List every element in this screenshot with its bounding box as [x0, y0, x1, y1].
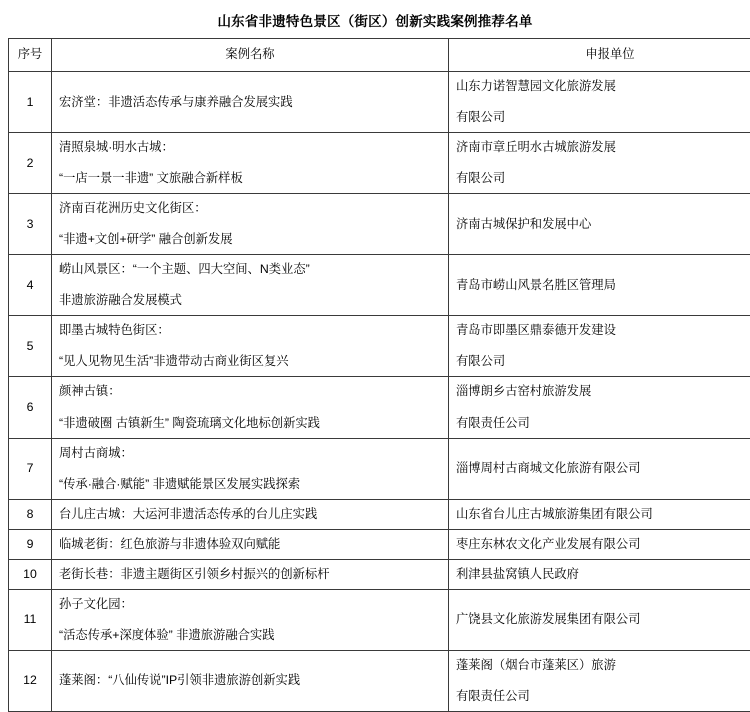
cell-case-name [52, 72, 449, 133]
case-name-line: 清照泉城·明水古城： [59, 138, 441, 157]
case-name-line: 临城老街：红色旅游与非遗体验双向赋能 [59, 535, 441, 554]
declaring-unit-line: 淄博周村古商城文化旅游有限公司 [456, 459, 750, 478]
case-name-lines [59, 595, 441, 645]
table-row [9, 377, 750, 438]
case-name-line: 非遗旅游融合发展模式 [59, 291, 441, 310]
cell-declaring-unit [449, 377, 750, 438]
cell-no: 4 [9, 255, 52, 316]
case-name-lines [59, 138, 441, 188]
cell-no: 1 [9, 72, 52, 133]
cell-declaring-unit [449, 650, 750, 711]
declaring-unit-line: 利津县盐窝镇人民政府 [456, 565, 750, 584]
case-name-line: 崂山风景区：“一个主题、四大空间、N类业态” [59, 260, 441, 279]
case-name-line: 即墨古城特色街区： [59, 321, 441, 340]
cell-no: 11 [9, 589, 52, 650]
declaring-unit-line: 青岛市即墨区鼎泰德开发建设 [456, 321, 750, 340]
declaring-unit-lines [456, 321, 750, 371]
table-row [9, 589, 750, 650]
cell-no: 5 [9, 316, 52, 377]
declaring-unit-line: 枣庄东林农文化产业发展有限公司 [456, 535, 750, 554]
cell-case-name [52, 499, 449, 529]
cell-case-name [52, 650, 449, 711]
declaring-unit-lines [456, 505, 750, 524]
table-row [9, 255, 750, 316]
cell-case-name [52, 559, 449, 589]
declaring-unit-lines [456, 535, 750, 554]
table-row [9, 316, 750, 377]
cell-declaring-unit [449, 255, 750, 316]
table-body [9, 72, 750, 712]
case-name-line: “活态传承+深度体验” 非遗旅游融合实践 [59, 626, 441, 645]
case-name-line: “传承·融合·赋能” 非遗赋能景区发展实践探索 [59, 475, 441, 494]
declaring-unit-lines [456, 656, 750, 706]
case-name-lines [59, 535, 441, 554]
column-header-name: 案例名称 [52, 39, 449, 72]
cell-declaring-unit [449, 133, 750, 194]
declaring-unit-line: 济南市章丘明水古城旅游发展 [456, 138, 750, 157]
declaring-unit-lines [456, 382, 750, 432]
declaring-unit-lines [456, 215, 750, 234]
cell-case-name [52, 194, 449, 255]
declaring-unit-lines [456, 610, 750, 629]
case-name-line: “一店一景一非遗” 文旅融合新样板 [59, 169, 441, 188]
table-header-row [9, 39, 750, 72]
case-name-line: 老街长巷：非遗主题街区引领乡村振兴的创新标杆 [59, 565, 441, 584]
cell-case-name [52, 133, 449, 194]
declaring-unit-line: 有限责任公司 [456, 414, 750, 433]
case-name-lines [59, 93, 441, 112]
table-row [9, 559, 750, 589]
cell-no: 12 [9, 650, 52, 711]
declaring-unit-line: 有限公司 [456, 169, 750, 188]
cell-case-name [52, 438, 449, 499]
declaring-unit-lines [456, 77, 750, 127]
table-row [9, 72, 750, 133]
cell-declaring-unit [449, 589, 750, 650]
cell-declaring-unit [449, 499, 750, 529]
declaring-unit-lines [456, 565, 750, 584]
case-name-line: 颜神古镇： [59, 382, 441, 401]
case-name-line: “见人见物见生活”非遗带动古商业街区复兴 [59, 352, 441, 371]
case-name-lines [59, 505, 441, 524]
cell-declaring-unit [449, 316, 750, 377]
declaring-unit-line: 山东省台儿庄古城旅游集团有限公司 [456, 505, 750, 524]
table-row [9, 650, 750, 711]
declaring-unit-line: 济南古城保护和发展中心 [456, 215, 750, 234]
case-name-line: 周村古商城： [59, 444, 441, 463]
declaring-unit-line: 有限公司 [456, 108, 750, 127]
case-name-line: 孙子文化园： [59, 595, 441, 614]
case-name-line: 台儿庄古城：大运河非遗活态传承的台儿庄实践 [59, 505, 441, 524]
table-row [9, 499, 750, 529]
case-name-lines [59, 444, 441, 494]
declaring-unit-lines [456, 459, 750, 478]
case-name-line: “非遗+文创+研学” 融合创新发展 [59, 230, 441, 249]
table-row [9, 133, 750, 194]
case-name-lines [59, 565, 441, 584]
declaring-unit-line: 广饶县文化旅游发展集团有限公司 [456, 610, 750, 629]
declaring-unit-line: 有限责任公司 [456, 687, 750, 706]
cell-declaring-unit [449, 438, 750, 499]
case-name-lines [59, 671, 441, 690]
case-name-lines [59, 199, 441, 249]
cell-declaring-unit [449, 72, 750, 133]
case-name-line: “非遗破圈 古镇新生” 陶瓷琉璃文化地标创新实践 [59, 414, 441, 433]
case-name-lines [59, 382, 441, 432]
declaring-unit-line: 淄博朗乡古窑村旅游发展 [456, 382, 750, 401]
column-header-unit: 申报单位 [449, 39, 750, 72]
cell-case-name [52, 316, 449, 377]
table-row [9, 438, 750, 499]
page-title: 山东省非遗特色景区（街区）创新实践案例推荐名单 [8, 0, 742, 38]
cell-case-name [52, 377, 449, 438]
declaring-unit-line: 蓬莱阁（烟台市蓬莱区）旅游 [456, 656, 750, 675]
cell-case-name [52, 255, 449, 316]
case-name-lines [59, 260, 441, 310]
declaring-unit-lines [456, 276, 750, 295]
declaring-unit-lines [456, 138, 750, 188]
cell-case-name [52, 589, 449, 650]
case-name-line: 济南百花洲历史文化街区： [59, 199, 441, 218]
declaring-unit-line: 有限公司 [456, 352, 750, 371]
declaring-unit-line: 山东力诺智慧园文化旅游发展 [456, 77, 750, 96]
cell-no: 10 [9, 559, 52, 589]
case-name-line: 蓬莱阁：“八仙传说”IP引领非遗旅游创新实践 [59, 671, 441, 690]
cell-declaring-unit [449, 559, 750, 589]
case-name-lines [59, 321, 441, 371]
cell-no: 2 [9, 133, 52, 194]
declaring-unit-line: 青岛市崂山风景名胜区管理局 [456, 276, 750, 295]
cell-no: 7 [9, 438, 52, 499]
cell-no: 3 [9, 194, 52, 255]
cell-no: 6 [9, 377, 52, 438]
table-header [9, 39, 750, 72]
cell-no: 8 [9, 499, 52, 529]
cell-no: 9 [9, 529, 52, 559]
column-header-no: 序号 [9, 39, 52, 72]
table-row [9, 194, 750, 255]
cell-declaring-unit [449, 529, 750, 559]
cell-case-name [52, 529, 449, 559]
cell-declaring-unit [449, 194, 750, 255]
case-name-line: 宏济堂：非遗活态传承与康养融合发展实践 [59, 93, 441, 112]
table-row [9, 529, 750, 559]
recommendation-table [8, 38, 750, 712]
